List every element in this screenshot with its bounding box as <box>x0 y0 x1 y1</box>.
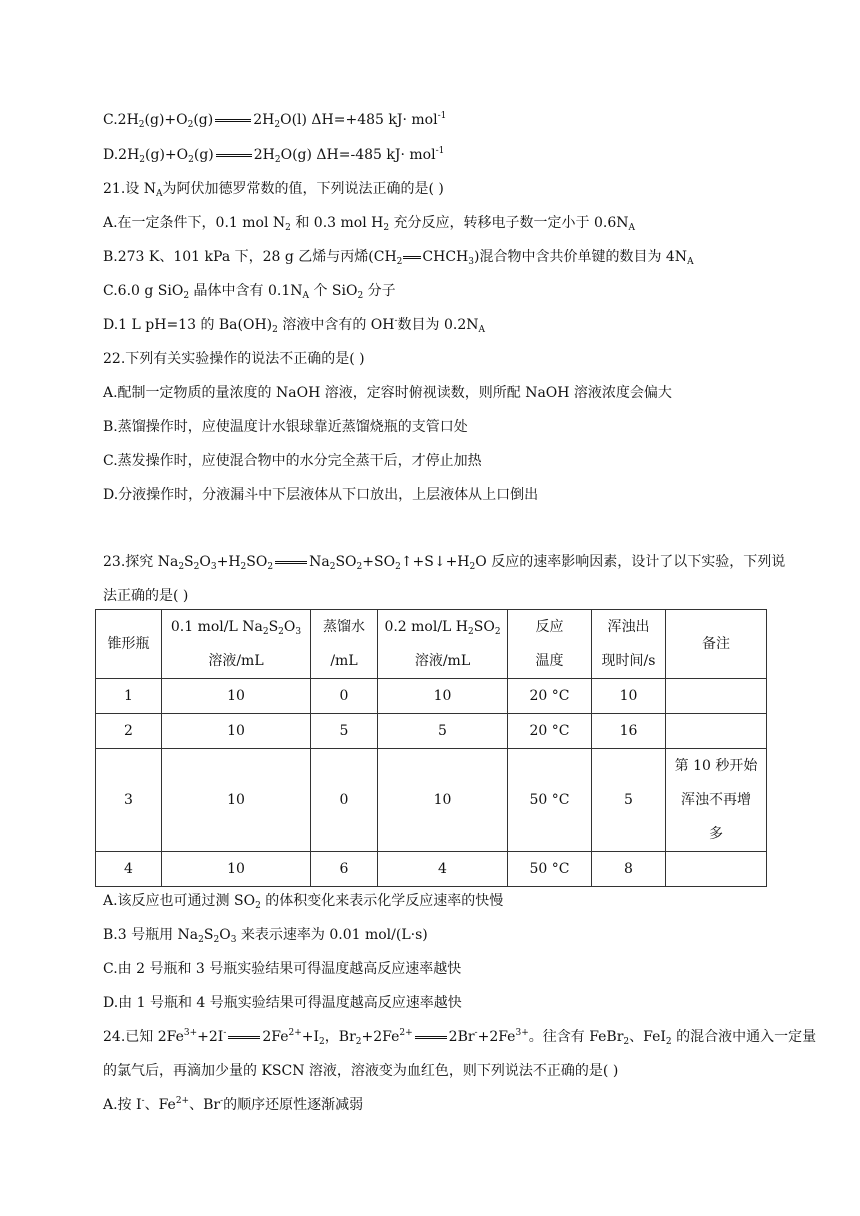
table-cell: 5 <box>378 714 508 749</box>
table-cell: 10 <box>162 679 311 714</box>
q23-option-d: D.由 1 号瓶和 4 号瓶实验结果可得温度越高反应速率越快 <box>103 995 462 1011</box>
table-cell: 20 °C <box>508 714 592 749</box>
table-cell: 50 °C <box>508 749 592 852</box>
table-cell: 2 <box>96 714 162 749</box>
table-cell: 10 <box>378 749 508 852</box>
table-cell: 5 <box>592 749 666 852</box>
q24-option-a: A.按 I-、$Fe^{2+}$、Br-的顺序还原性逐渐减弱 <box>103 1096 364 1113</box>
table-row <box>96 679 767 714</box>
header-cell-na2s2o3: 0.1 mol/L $Na_2S_2O_3$ 溶液/mL <box>162 610 311 679</box>
q22-option-d: D.分液操作时，分液漏斗中下层液体从下口放出，上层液体从上口倒出 <box>103 487 539 503</box>
equals-arrow <box>415 1036 447 1039</box>
q23-stem: 23.探究 $Na_2S_2O_3+H_2SO_2$ $Na_2SO_2+SO_2↑+S↓+H_2O$ 反应的速率影响因素，设计了以下实验，下列说 <box>103 554 786 572</box>
table-cell: 16 <box>592 714 666 749</box>
q21-option-d: D.1 L pH=13 的 $Ba(OH)_2$ 溶液中含有的 OH-数目为 $0.2N_A$ <box>103 316 485 335</box>
q22-stem: 22.下列有关实验操作的说法不正确的是( ) <box>103 351 365 367</box>
q20-option-c: $C.2H_2(g)+O_2(g)$ $2H_2O(l)$ ΔH=+485 kJ· mol$^{-1}$ <box>103 111 447 130</box>
q24-stem-cont: 的氯气后，再滴加少量的 KSCN 溶液，溶液变为血红色，则下列说法不正确的是( ) <box>103 1063 619 1079</box>
table-cell: 1 <box>96 679 162 714</box>
table-cell: 0 <box>311 679 378 714</box>
experiment-table <box>95 609 767 887</box>
header-cell-temperature: 反应 温度 <box>508 610 592 679</box>
q23-option-b: B.3 号瓶用 $Na_2S_2O_3$ 来表示速率为 0.01 mol/(L·s) <box>103 927 428 945</box>
header-cell-flask: 锥形瓶 <box>96 610 162 679</box>
q24-stem: 24.已知 $2Fe^{3+}+2I^-$ $2Fe^{2+}+I_2$，$Br_2+2Fe^{2+}$ $2Br^-+2Fe^{3+}$。往含有 FeBr$_2$、FeI$_2$ 的混合液中通入一定量 <box>103 1028 817 1047</box>
header-cell-time: 浑浊出 现时间/s <box>592 610 666 679</box>
table-cell <box>666 714 767 749</box>
table-cell-note: 第 10 秒开始 浑浊不再增 多 <box>666 749 767 852</box>
table-cell: 10 <box>162 749 311 852</box>
table-cell: 20 °C <box>508 679 592 714</box>
table-cell: 10 <box>592 679 666 714</box>
table-cell: 3 <box>96 749 162 852</box>
table-cell: 4 <box>378 852 508 887</box>
header-cell-h2so4: 0.2 mol/L $H_2SO_2$ 溶液/mL <box>378 610 508 679</box>
table-header-row <box>96 610 767 679</box>
table-cell <box>666 852 767 887</box>
table-cell <box>666 679 767 714</box>
table-cell: 10 <box>378 679 508 714</box>
q21-option-c: C.6.0 g SiO$_2$ 晶体中含有 $0.1N_A$ 个 SiO$_2$ 分子 <box>103 283 396 301</box>
header-cell-note: 备注 <box>666 610 767 679</box>
equals-arrow <box>216 154 252 157</box>
table-cell: 0 <box>311 749 378 852</box>
table-row <box>96 714 767 749</box>
q21-option-b: B.273 K、101 kPa 下，28 g 乙烯与丙烯($CH_2$ $CHCH_3$)混合物中含共价单键的数目为 $4N_A$ <box>103 249 694 267</box>
equals-arrow <box>215 119 251 122</box>
q22-option-b: B.蒸馏操作时，应使温度计水银球靠近蒸馏烧瓶的支管口处 <box>103 419 468 435</box>
q20-option-d: $D.2H_2(g)+O_2(g)$ $2H_2O(g)$ ΔH=-485 kJ· mol$^{-1}$ <box>103 146 445 165</box>
header-cell-water: 蒸馏水 /mL <box>311 610 378 679</box>
table-cell: 10 <box>162 714 311 749</box>
q23-option-a: A.该反应也可通过测 $SO_2$ 的体积变化来表示化学反应速率的快慢 <box>103 893 504 911</box>
table-cell: 10 <box>162 852 311 887</box>
table-row <box>96 749 767 852</box>
q23-option-c: C.由 2 号瓶和 3 号瓶实验结果可得温度越高反应速率越快 <box>103 961 462 977</box>
table-row <box>96 852 767 887</box>
table-cell: 5 <box>311 714 378 749</box>
q21-option-a: A.在一定条件下，0.1 mol $N_2$ 和 0.3 mol $H_2$ 充分反应，转移电子数一定小于 $0.6N_A$ <box>103 215 636 233</box>
equals-arrow <box>228 1036 260 1039</box>
equals-arrow <box>275 561 307 564</box>
table-cell: 50 °C <box>508 852 592 887</box>
q21-stem: 21.设 $N_A$为阿伏加德罗常数的值，下列说法正确的是( ) <box>103 181 444 199</box>
table-cell: 6 <box>311 852 378 887</box>
table-cell: 4 <box>96 852 162 887</box>
q22-option-c: C.蒸发操作时，应使混合物中的水分完全蒸干后，才停止加热 <box>103 453 482 469</box>
q22-option-a: A.配制一定物质的量浓度的 NaOH 溶液，定容时俯视读数，则所配 NaOH 溶液浓度会偏大 <box>103 385 672 401</box>
table-cell: 8 <box>592 852 666 887</box>
q23-stem-cont: 法正确的是( ) <box>103 588 189 604</box>
